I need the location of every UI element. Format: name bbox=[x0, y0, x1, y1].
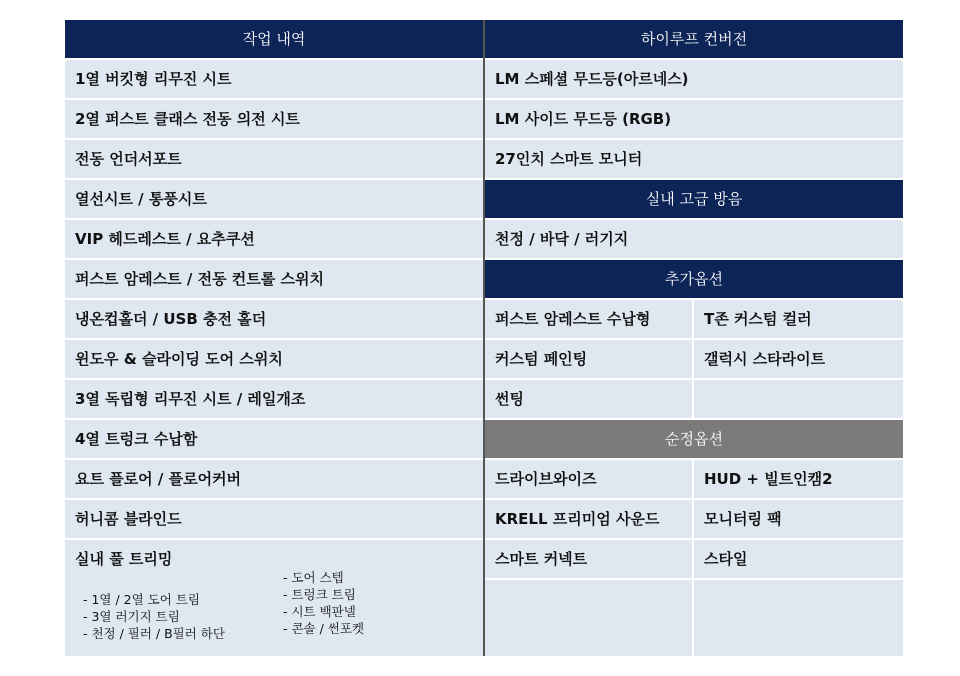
work-item: 요트 플로어 / 플로어커버 bbox=[65, 460, 483, 498]
hiloof-item: LM 사이드 무드등 (RGB) bbox=[485, 100, 903, 138]
genuine-option-row bbox=[485, 540, 903, 578]
trim-title: 실내 풀 트리밍 bbox=[75, 550, 173, 568]
options-table bbox=[65, 20, 903, 656]
work-item: 열선시트 / 통풍시트 bbox=[65, 180, 483, 218]
trim-sub-item: - 1열 / 2열 도어 트림 bbox=[83, 592, 200, 607]
genuine-option-item: 드라이브와이즈 bbox=[485, 460, 694, 498]
extra-option-item: 커스텀 페인팅 bbox=[485, 340, 694, 378]
trim-sub-item: - 천정 / 필러 / B필러 하단 bbox=[83, 626, 225, 641]
genuine-option-row bbox=[485, 580, 903, 618]
genuine-option-item bbox=[694, 618, 903, 656]
hiloof-header: 하이루프 컨버전 bbox=[485, 20, 903, 58]
genuine-option-item: HUD + 빌트인캠2 bbox=[694, 460, 903, 498]
genuine-option-row bbox=[485, 618, 903, 656]
extra-option-row bbox=[485, 380, 903, 418]
genuine-option-item: 모니터링 팩 bbox=[694, 500, 903, 538]
soundproof-header: 실내 고급 방음 bbox=[485, 180, 903, 218]
trim-sub-item: - 도어 스텝 bbox=[283, 570, 344, 585]
hiloof-item: 27인치 스마트 모니터 bbox=[485, 140, 903, 178]
trim-sub-item: - 트렁크 트림 bbox=[283, 587, 356, 602]
work-item: VIP 헤드레스트 / 요추쿠션 bbox=[65, 220, 483, 258]
work-item: 4열 트렁크 수납함 bbox=[65, 420, 483, 458]
extra-option-item: 썬팅 bbox=[485, 380, 694, 418]
genuine-option-item: KRELL 프리미엄 사운드 bbox=[485, 500, 694, 538]
extra-option-row bbox=[485, 300, 903, 338]
genuine-options-header: 순정옵션 bbox=[485, 420, 903, 458]
work-item: 허니콤 블라인드 bbox=[65, 500, 483, 538]
genuine-option-item bbox=[485, 580, 694, 618]
work-item: 윈도우 & 슬라이딩 도어 스위치 bbox=[65, 340, 483, 378]
work-item: 전동 언더서포트 bbox=[65, 140, 483, 178]
genuine-option-row bbox=[485, 460, 903, 498]
extra-option-item bbox=[694, 380, 903, 418]
extra-option-row bbox=[485, 340, 903, 378]
genuine-option-row bbox=[485, 500, 903, 538]
extra-option-item: 갤럭시 스타라이트 bbox=[694, 340, 903, 378]
extra-options-header: 추가옵션 bbox=[485, 260, 903, 298]
genuine-option-item bbox=[485, 618, 694, 656]
genuine-option-item: 스마트 커넥트 bbox=[485, 540, 694, 578]
trim-sub-item: - 콘솔 / 썬포켓 bbox=[283, 621, 365, 636]
genuine-option-item: 스타일 bbox=[694, 540, 903, 578]
work-item: 3열 독립형 리무진 시트 / 레일개조 bbox=[65, 380, 483, 418]
work-item: 퍼스트 암레스트 / 전동 컨트롤 스위치 bbox=[65, 260, 483, 298]
extra-option-item: 퍼스트 암레스트 수납형 bbox=[485, 300, 694, 338]
work-item: 냉온컵홀더 / USB 충전 홀더 bbox=[65, 300, 483, 338]
work-item: 2열 퍼스트 클래스 전동 의전 시트 bbox=[65, 100, 483, 138]
trim-sub-item: - 3열 러기지 트림 bbox=[83, 609, 180, 624]
work-list-header: 작업 내역 bbox=[65, 20, 483, 58]
extra-option-item: T존 커스텀 컬러 bbox=[694, 300, 903, 338]
hiloof-item: LM 스페셜 무드등(아르네스) bbox=[485, 60, 903, 98]
soundproof-item: 천정 / 바닥 / 러기지 bbox=[485, 220, 903, 258]
trim-sub-item: - 시트 백판넬 bbox=[283, 604, 356, 619]
work-item: 1열 버킷형 리무진 시트 bbox=[65, 60, 483, 98]
genuine-option-item bbox=[694, 580, 903, 618]
trim-block bbox=[65, 540, 483, 656]
